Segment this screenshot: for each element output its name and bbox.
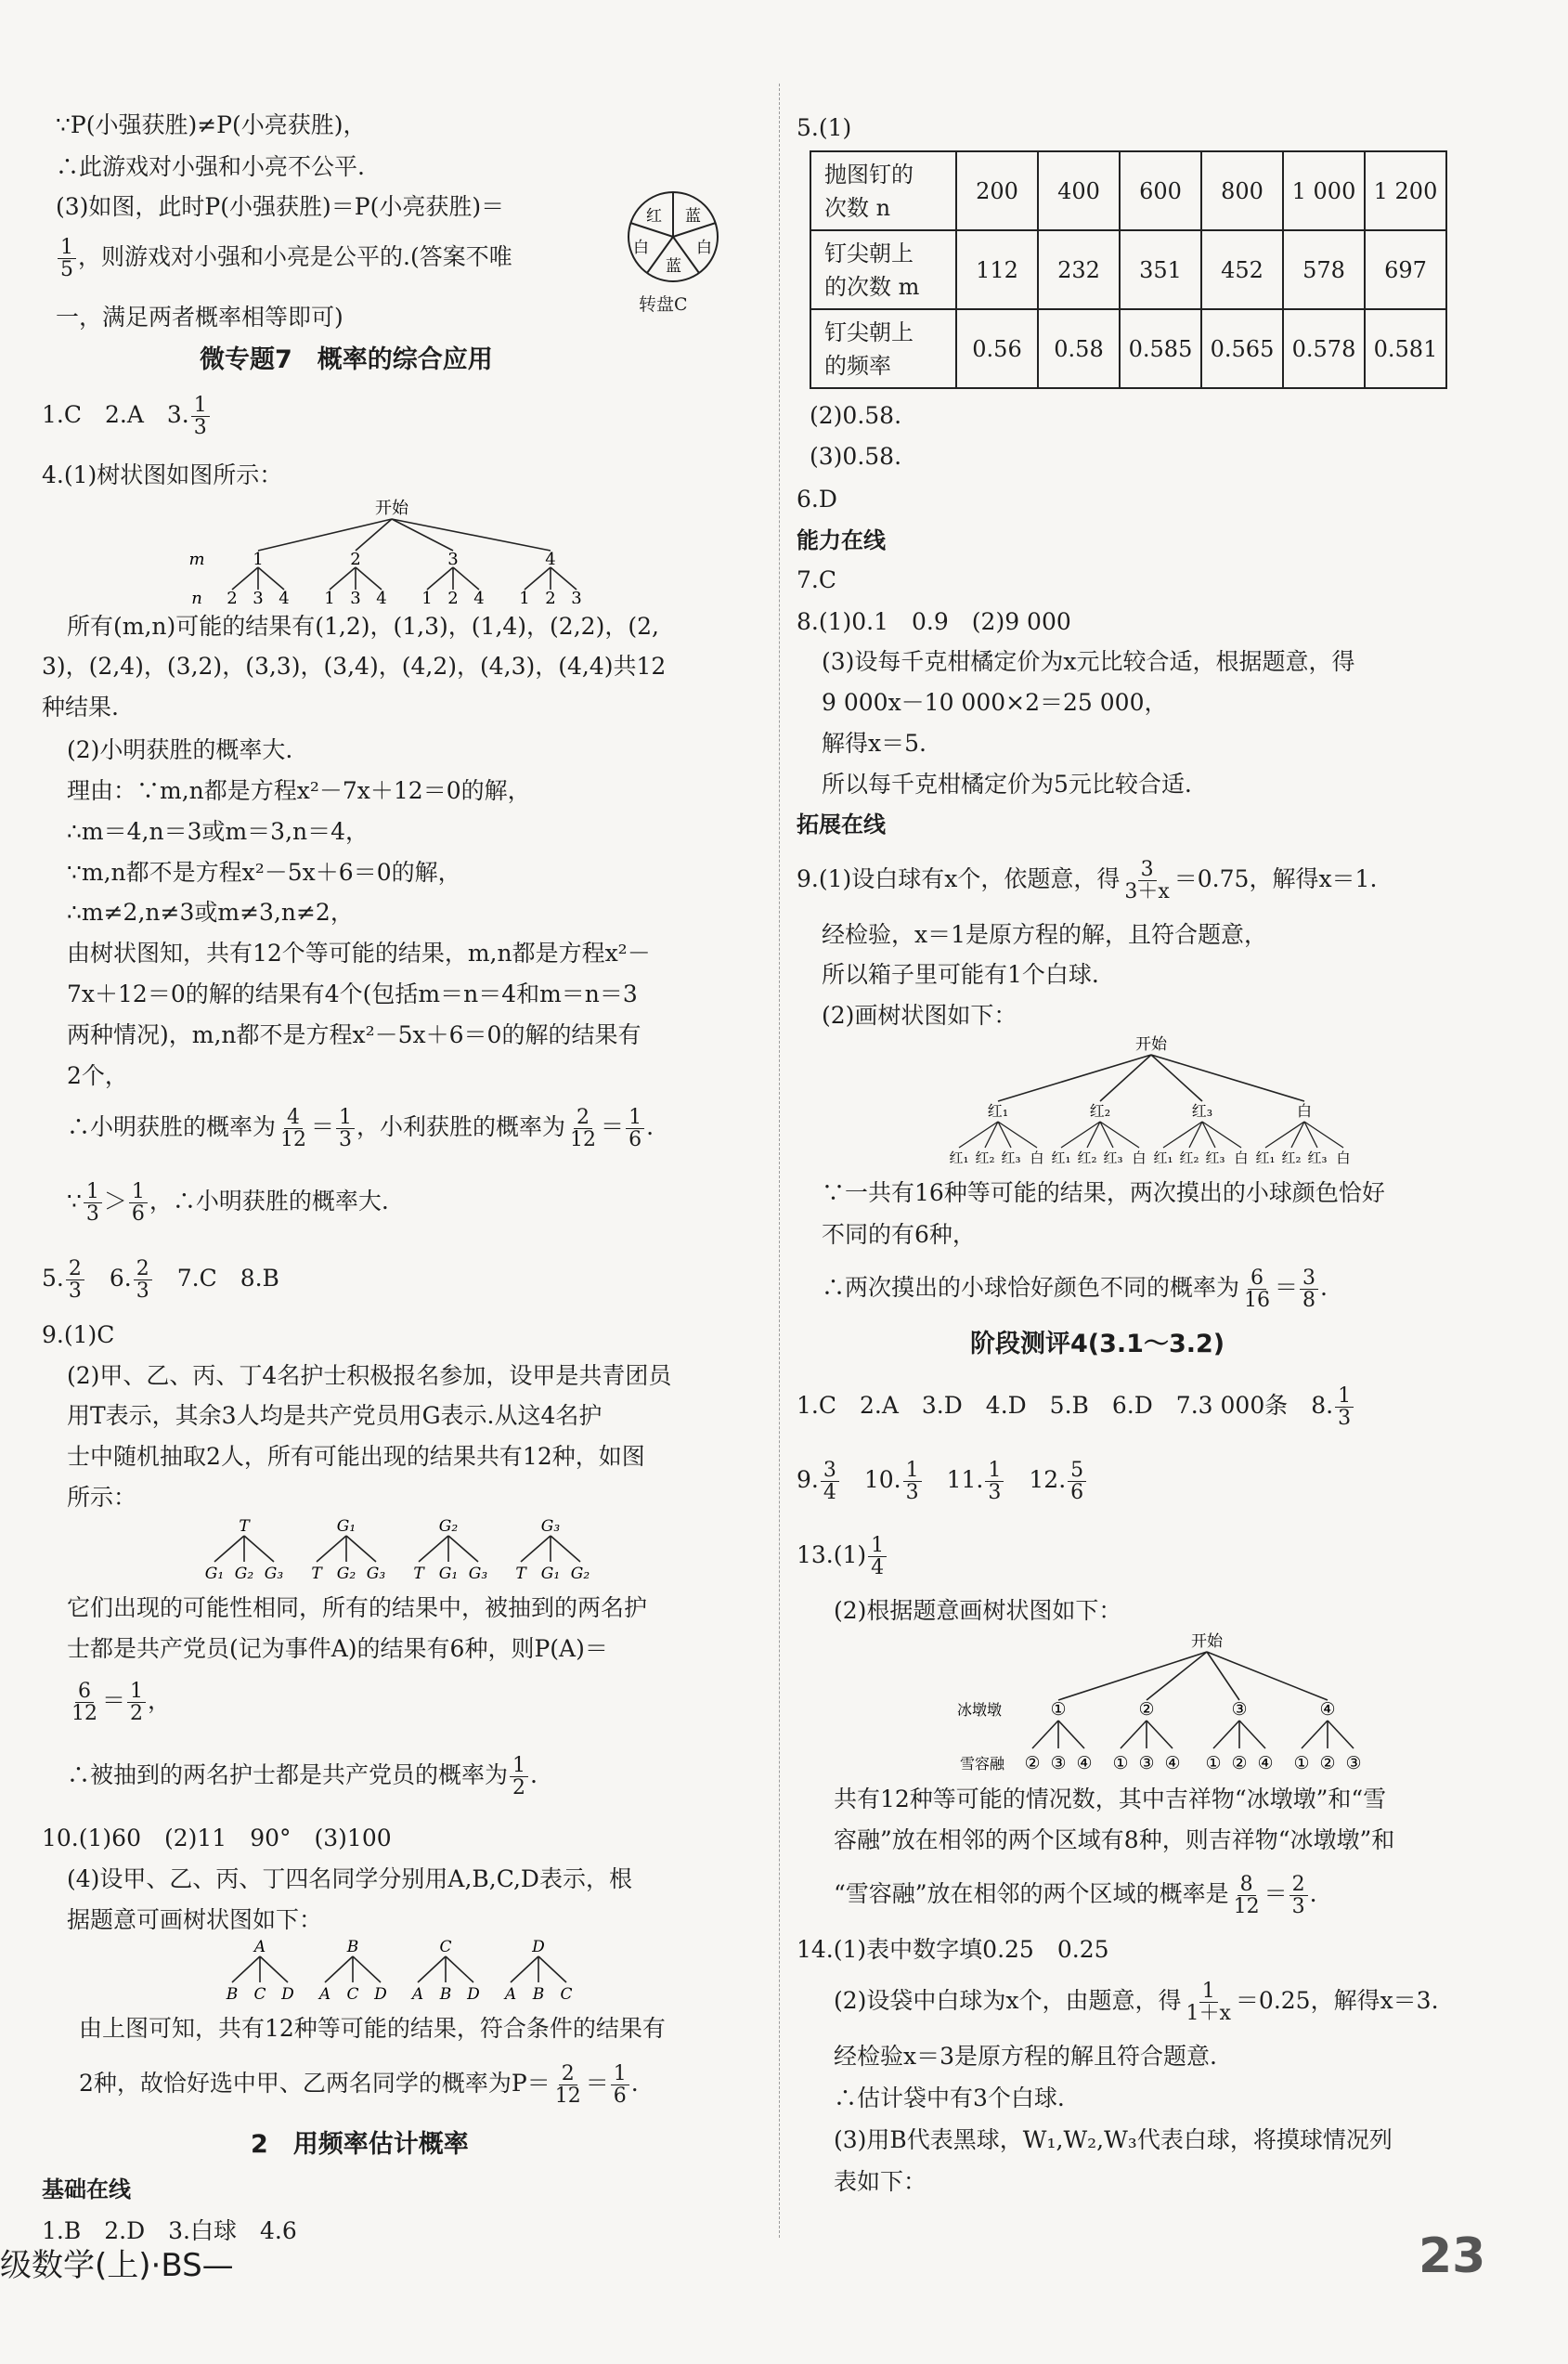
text-line: 14.(1)表中数字填0.25 0.25: [797, 1936, 1109, 1963]
table-cell: 351: [1120, 230, 1201, 309]
svg-text:4: 4: [473, 589, 485, 604]
answer-line: 1.C 2.A 3. $\frac{1}{3}$: [42, 395, 212, 438]
svg-text:①: ①: [1293, 1753, 1310, 1773]
tree-diagram-nurses: [190, 1515, 599, 1585]
table-cell: 232: [1038, 230, 1120, 309]
text-line: 9.(1)设白球有x个，依题意，得 $\frac{3}{3+x}$ ＝0.75，解得x＝1.: [797, 858, 1378, 904]
text-line: ∵ $\frac{1}{3}$ ＞ $\frac{1}{6}$ ，∴小明获胜的概率大.: [67, 1180, 389, 1227]
row-header-line: 钉尖朝上: [824, 240, 914, 266]
row-header-line: 钉尖朝上: [824, 318, 914, 345]
svg-text:T: T: [239, 1517, 250, 1536]
svg-text:G₃: G₃: [366, 1565, 386, 1583]
text-line: 10.(1)60 (2)11 90° (3)100: [42, 1825, 392, 1851]
svg-text:D: D: [374, 1985, 387, 2004]
svg-text:④: ④: [1164, 1753, 1181, 1773]
svg-text:③: ③: [1345, 1753, 1362, 1773]
svg-text:1: 1: [324, 589, 335, 604]
svg-text:白: 白: [1234, 1150, 1249, 1166]
svg-text:A: A: [411, 1985, 424, 2004]
text-line: 5.(1): [797, 114, 852, 141]
sector-label: 白: [633, 239, 649, 257]
section-title: 微专题7 概率的综合应用: [200, 345, 493, 374]
text-line: 3)，(2,4)，(3,2)，(3,3)，(3,4)，(4,2)，(4,3)，(4,4)共12: [42, 653, 667, 680]
svg-text:m: m: [188, 550, 205, 569]
svg-text:4: 4: [545, 550, 556, 569]
svg-text:雪容融: 雪容融: [959, 1755, 1005, 1773]
svg-text:2: 2: [545, 589, 556, 604]
text-line: ∴m≠2,n≠3或m≠3,n≠2，: [67, 899, 354, 926]
text-line: 8.(1)0.1 0.9 (2)9 000: [797, 608, 1071, 635]
section-title: 阶段测评4(3.1～3.2): [970, 1330, 1225, 1358]
svg-text:3: 3: [571, 589, 582, 604]
svg-text:G₃: G₃: [264, 1565, 284, 1583]
svg-text:C: C: [346, 1985, 359, 2004]
text-line: (2)小明获胜的概率大.: [67, 736, 293, 763]
svg-text:D: D: [532, 1938, 545, 1956]
text-line: ∵P(小强获胜)≠P(小亮获胜)，: [56, 111, 367, 138]
text-line: (2)根据题意画树状图如下：: [834, 1597, 1122, 1624]
svg-text:G₂: G₂: [438, 1517, 459, 1536]
text-line: 种结果.: [42, 694, 119, 721]
svg-text:红₂: 红₂: [1089, 1102, 1111, 1120]
answer-line: 5. $\frac{2}{3}$ 6. $\frac{2}{3}$ 7.C 8.B: [42, 1257, 279, 1304]
svg-text:2: 2: [350, 550, 361, 569]
tree-diagram-balls: [942, 1033, 1360, 1172]
svg-text:G₁: G₁: [540, 1565, 561, 1583]
text-line: ∴两次摸出的小球恰好颜色不同的概率为 $\frac{6}{16}$ ＝ $\frac{3}{8}$ .: [822, 1266, 1328, 1313]
text-line: (2)甲、乙、丙、丁4名护士积极报名参加，设甲是共青团员: [67, 1362, 672, 1389]
svg-text:④: ④: [1076, 1753, 1093, 1773]
answer-line: 1.C 2.A 3.D 4.D 5.B 6.D 7.3 000条 8. $\frac{1}{3}$: [797, 1385, 1355, 1429]
svg-text:红₃: 红₃: [1191, 1102, 1213, 1120]
row-header: [810, 151, 956, 230]
text-line: 据题意可画树状图如下：: [67, 1906, 323, 1933]
text-line: (4)设甲、乙、丙、丁四名同学分别用A,B,C,D表示，根: [67, 1865, 632, 1892]
text-line: (2)画树状图如下：: [822, 1002, 1017, 1029]
text-line: 两种情况)，m,n都不是方程x²－5x＋6＝0的解的结果有: [67, 1021, 641, 1048]
svg-text:红₁: 红₁: [987, 1102, 1009, 1120]
text-line: 理由：∵m,n都是方程x²－7x＋12＝0的解，: [67, 777, 531, 804]
text-line: ∴估计袋中有3个白球.: [834, 2085, 1065, 2111]
text-line: ∴小明获胜的概率为 $\frac{4}{12}$ ＝ $\frac{1}{3}$ ，小利获胜的概率为 $\frac{2}{12}$ ＝ $\frac{1}{6}$ .: [67, 1106, 654, 1152]
table-cell: 1 200: [1365, 151, 1446, 230]
svg-text:T: T: [311, 1565, 322, 1583]
svg-text:C: C: [253, 1985, 266, 2004]
svg-text:1: 1: [253, 550, 264, 569]
text-line: 7x＋12＝0的解的结果有4个(包括m＝n＝4和m＝n＝3: [67, 981, 638, 1007]
column-divider: [779, 84, 780, 2238]
svg-text:①: ①: [1050, 1699, 1067, 1720]
text-line: (3)如图，此时P(小强获胜)＝P(小亮获胜)＝: [56, 193, 505, 220]
svg-text:C: C: [439, 1938, 452, 1956]
svg-text:4: 4: [279, 589, 290, 604]
text-line: 用T表示，其余3人均是共产党员用G表示.从这4名护: [67, 1402, 603, 1429]
text-line: (3)设每千克柑橘定价为x元比较合适，根据题意，得: [822, 648, 1355, 675]
text-line: 不同的有6种，: [822, 1221, 976, 1248]
svg-text:④: ④: [1257, 1753, 1274, 1773]
text-line: “雪容融”放在相邻的两个区域的概率是 $\frac{8}{12}$ ＝ $\frac{2}{3}$ .: [834, 1873, 1317, 1919]
svg-text:G₁: G₁: [204, 1565, 225, 1583]
svg-text:B: B: [439, 1985, 452, 2004]
text-line: 7.C: [797, 566, 836, 593]
text-line: ∴被抽到的两名护士都是共产党员的概率为 $\frac{1}{2}$ .: [67, 1754, 538, 1800]
svg-text:红₁: 红₁: [1255, 1150, 1276, 1166]
table-row: [810, 309, 1446, 388]
table-cell: 1 000: [1283, 151, 1365, 230]
answer-line: 1.B 2.D 3.白球 4.6: [42, 2217, 297, 2244]
text-line: 解得x＝5.: [822, 730, 927, 757]
svg-text:红₂: 红₂: [975, 1150, 995, 1166]
text-line: (3)0.58.: [810, 443, 902, 470]
text-line: 9.(1)C: [42, 1321, 115, 1348]
svg-text:B: B: [346, 1938, 359, 1956]
text-line: ∴m＝4,n＝3或m＝3,n＝4，: [67, 818, 369, 845]
text-line: 由上图可知，共有12种等可能的结果，符合条件的结果有: [79, 2015, 666, 2042]
table-cell: 0.56: [956, 309, 1038, 388]
subsection-title: 基础在线: [42, 2176, 131, 2202]
text-line: 共有12种等可能的情况数，其中吉祥物“冰墩墩”和“雪: [834, 1786, 1387, 1812]
text-line: 2种，故恰好选中甲、乙两名同学的概率为P＝ $\frac{2}{12}$ ＝ $\frac{1}{6}$ .: [79, 2062, 639, 2109]
sector-label: 蓝: [666, 257, 681, 276]
sector-label: 蓝: [685, 207, 701, 226]
svg-text:④: ④: [1319, 1699, 1336, 1720]
table-cell: 800: [1201, 151, 1283, 230]
text-line: ∴此游戏对小强和小亮不公平.: [56, 153, 365, 180]
page-number: 23: [1419, 2228, 1486, 2284]
svg-text:开始: 开始: [1191, 1632, 1223, 1651]
spinner-c-diagram: [622, 186, 724, 288]
svg-text:②: ②: [1231, 1753, 1248, 1773]
svg-text:红₃: 红₃: [1307, 1150, 1328, 1166]
text-line: 经检验，x＝1是原方程的解，且符合题意，: [822, 921, 1268, 948]
svg-text:G₁: G₁: [336, 1517, 356, 1536]
svg-text:A: A: [253, 1938, 266, 1956]
svg-text:1: 1: [421, 589, 433, 604]
table-row: [810, 151, 1446, 230]
table-cell: 200: [956, 151, 1038, 230]
text-line: 由树状图知，共有12个等可能的结果，m,n都是方程x²－: [67, 940, 651, 967]
svg-text:红₂: 红₂: [1281, 1150, 1302, 1166]
text-line: 6.D: [797, 486, 837, 513]
row-header: [810, 309, 956, 388]
svg-text:4: 4: [376, 589, 387, 604]
table-cell: 452: [1201, 230, 1283, 309]
subsection-title: 能力在线: [797, 527, 886, 553]
svg-text:①: ①: [1205, 1753, 1222, 1773]
svg-text:A: A: [504, 1985, 517, 2004]
fraction: $\frac{1}{5}$: [58, 237, 76, 280]
text-line: 经检验x＝3是原方程的解且符合题意.: [834, 2043, 1217, 2070]
svg-text:红₃: 红₃: [1103, 1150, 1123, 1166]
svg-text:B: B: [226, 1985, 239, 2004]
text-line: 表如下：: [834, 2168, 927, 2195]
svg-text:G₂: G₂: [234, 1565, 254, 1583]
svg-text:3: 3: [447, 550, 459, 569]
text-line: 9 000x－10 000×2＝25 000，: [822, 689, 1168, 716]
svg-text:n: n: [191, 589, 202, 604]
svg-text:红₂: 红₂: [1077, 1150, 1097, 1166]
table-cell: 600: [1120, 151, 1201, 230]
table-cell: 0.581: [1365, 309, 1446, 388]
row-header-line: 的频率: [824, 352, 891, 379]
text-line: 士中随机抽取2人，所有可能出现的结果共有12种，如图: [67, 1443, 645, 1470]
sector-label: 白: [696, 239, 712, 257]
tree-diagram-students: [212, 1936, 583, 2006]
text-line: ∵m,n都不是方程x²－5x＋6＝0的解，: [67, 859, 461, 886]
table-row: [810, 230, 1446, 309]
text-line: (2)设袋中白球为x个，由题意，得 $\frac{1}{1+x}$ ＝0.25，解得x＝3.: [834, 1980, 1439, 2026]
subsection-title: 拓展在线: [797, 812, 886, 838]
svg-text:T: T: [515, 1565, 526, 1583]
svg-text:3: 3: [350, 589, 361, 604]
text-line: ∵一共有16种等可能的结果，两次摸出的小球颜色恰好: [822, 1179, 1385, 1206]
table-cell: 697: [1365, 230, 1446, 309]
answer-line: 13.(1) $\frac{1}{4}$: [797, 1535, 888, 1578]
text-line: 所以箱子里可能有1个白球.: [822, 961, 1099, 988]
svg-text:③: ③: [1231, 1699, 1248, 1720]
svg-text:白: 白: [1030, 1150, 1044, 1166]
table-cell: 400: [1038, 151, 1120, 230]
svg-text:G₁: G₁: [438, 1565, 459, 1583]
row-header: [810, 230, 956, 309]
text-line: (2)0.58.: [810, 402, 902, 429]
section-title: 2 用频率估计概率: [251, 2130, 469, 2159]
svg-text:2: 2: [227, 589, 238, 604]
text-line: 4.(1)树状图如图所示：: [42, 461, 283, 488]
svg-text:红₁: 红₁: [949, 1150, 969, 1166]
row-header-line: 次数 n: [824, 194, 891, 221]
answer-line: 9. $\frac{3}{4}$ 10. $\frac{1}{3}$ 11. $\frac{1}{3}$ 12. $\frac{5}{6}$: [797, 1460, 1088, 1503]
footer-text: 级数学(上)·BS—: [0, 2247, 234, 2284]
svg-text:2: 2: [447, 589, 459, 604]
table-cell: 0.585: [1120, 309, 1201, 388]
svg-text:红₁: 红₁: [1051, 1150, 1071, 1166]
text-line: 士都是共产党员(记为事件A)的结果有6种，则P(A)＝: [67, 1635, 608, 1662]
svg-text:B: B: [532, 1985, 545, 2004]
svg-text:红₃: 红₃: [1001, 1150, 1021, 1166]
svg-text:A: A: [318, 1985, 331, 2004]
svg-text:红₃: 红₃: [1205, 1150, 1225, 1166]
table-cell: 0.58: [1038, 309, 1120, 388]
text-line: (3)用B代表黑球，W₁,W₂,W₃代表白球，将摸球情况列: [834, 2126, 1393, 2153]
text-line: 它们出现的可能性相同，所有的结果中，被抽到的两名护: [67, 1594, 648, 1621]
svg-text:白: 白: [1132, 1150, 1147, 1166]
text-line: 所有(m,n)可能的结果有(1,2)，(1,3)，(1,4)，(2,2)，(2,: [67, 613, 659, 640]
svg-text:冰墩墩: 冰墩墩: [956, 1701, 1003, 1719]
table-cell: 0.565: [1201, 309, 1283, 388]
spinner-caption: 转盘C: [639, 294, 688, 315]
svg-text:G₃: G₃: [540, 1517, 561, 1536]
table-cell: 578: [1283, 230, 1365, 309]
row-header-line: 抛图钉的: [824, 161, 914, 188]
svg-text:D: D: [467, 1985, 480, 2004]
svg-text:红₂: 红₂: [1179, 1150, 1199, 1166]
table-cell: 112: [956, 230, 1038, 309]
svg-text:②: ②: [1319, 1753, 1336, 1773]
svg-text:D: D: [281, 1985, 294, 2004]
tree-diagram-mn: [186, 497, 594, 604]
svg-text:3: 3: [253, 589, 264, 604]
tree-diagram-mascots: [947, 1630, 1383, 1783]
svg-text:白: 白: [1336, 1150, 1351, 1166]
svg-text:1: 1: [519, 589, 530, 604]
text-line: 2个，: [67, 1062, 128, 1089]
svg-text:③: ③: [1138, 1753, 1155, 1773]
svg-text:G₃: G₃: [468, 1565, 488, 1583]
svg-text:T: T: [413, 1565, 424, 1583]
svg-text:开始: 开始: [1135, 1035, 1167, 1054]
frequency-table: [810, 150, 1447, 389]
sector-label: 红: [646, 207, 662, 226]
svg-text:③: ③: [1050, 1753, 1067, 1773]
text-line: $\frac{6}{12}$ ＝ $\frac{1}{2}$ ，: [71, 1680, 172, 1726]
svg-text:C: C: [560, 1985, 573, 2004]
text-line: 所以每千克柑橘定价为5元比较合适.: [822, 771, 1192, 798]
svg-text:G₂: G₂: [336, 1565, 356, 1583]
svg-text:红₁: 红₁: [1153, 1150, 1173, 1166]
text-line: $\frac{1}{5}$ ，则游戏对小强和小亮是公平的.(答案不唯: [56, 237, 512, 280]
svg-text:开始: 开始: [375, 499, 408, 518]
text-line: 所示：: [67, 1484, 137, 1511]
svg-text:白: 白: [1296, 1102, 1313, 1120]
row-header-line: 的次数 m: [824, 273, 920, 300]
text-line: 容融”放在相邻的两个区域有8种，则吉祥物“冰墩墩”和: [834, 1826, 1395, 1853]
table-cell: 0.578: [1283, 309, 1365, 388]
svg-text:②: ②: [1024, 1753, 1041, 1773]
text-line: 一，满足两者概率相等即可): [56, 304, 343, 331]
svg-text:①: ①: [1112, 1753, 1129, 1773]
svg-text:②: ②: [1138, 1699, 1155, 1720]
svg-text:G₂: G₂: [570, 1565, 590, 1583]
